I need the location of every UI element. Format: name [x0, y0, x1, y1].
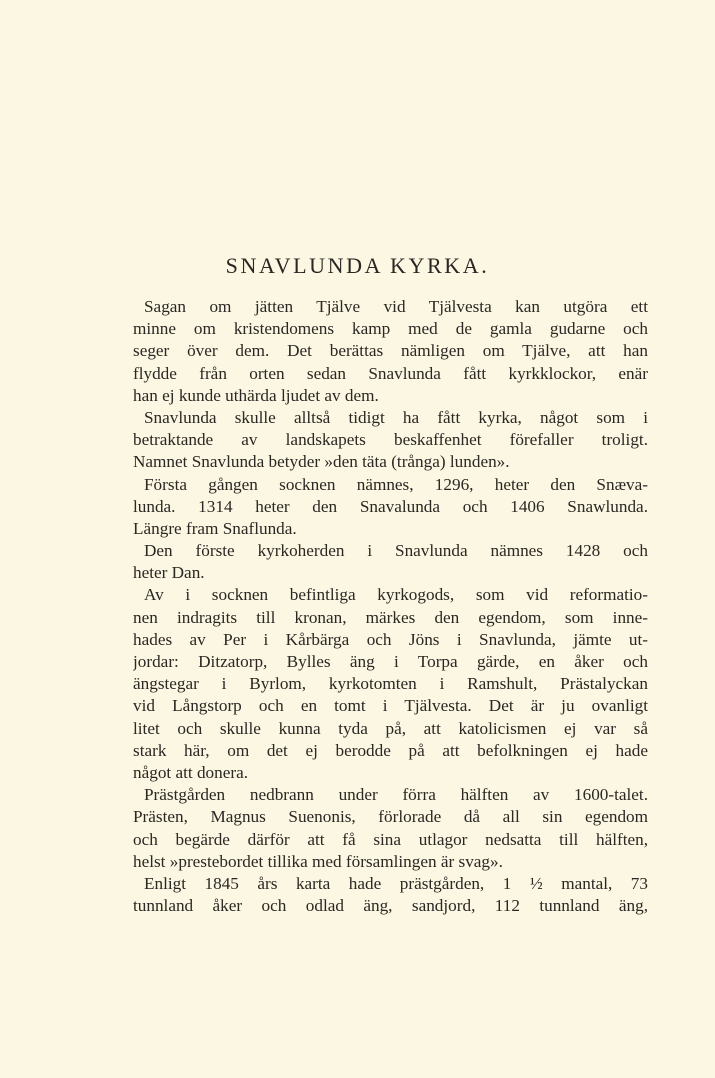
text-line: tunnland åker och odlad äng, sandjord, 112 tunnland äng, — [133, 896, 648, 916]
text-line: ängstegar i Byrlom, kyrkotomten i Ramshult, Prästalyckan — [133, 674, 648, 694]
text-line: Enligt 1845 års karta hade prästgården, 1 ½ mantal, 73 — [144, 873, 648, 893]
text-line: heter Dan. — [133, 563, 205, 583]
text-line: Första gången socknen nämnes, 1296, heter den Snæva- — [144, 474, 648, 494]
text-line: Snavlunda skulle alltså tidigt ha fått kyrka, något som i — [144, 407, 648, 427]
text-line: lunda. 1314 heter den Snavalunda och 1406 Snawlunda. — [133, 496, 648, 516]
text-line: han ej kunde uthärda ljudet av dem. — [133, 385, 379, 405]
text-line: jordar: Ditzatorp, Bylles äng i Torpa gärde, en åker och — [133, 652, 648, 671]
text-line: minne om kristendomens kamp med de gamla gudarne och — [133, 319, 648, 339]
text-line: flydde från orten sedan Snavlunda fått kyrkklockor, enär — [133, 363, 648, 383]
text-line: hades av Per i Kårbärga och Jöns i Snavlunda, jämte ut- — [133, 629, 648, 649]
text-line: något att donera. — [133, 762, 249, 782]
text-line: Sagan om jätten Tjälve vid Tjälvesta kan utgöra ett — [144, 297, 648, 316]
text-line: stark här, om det ej berodde på att befolkningen ej hade — [133, 740, 648, 760]
text-line: Namnet Snavlunda betyder »den täta (trånga) lunden». — [133, 452, 510, 472]
text-line: helst »prestebordet tillika med församlingen är svag». — [133, 851, 503, 871]
text-line: litet och skulle kunna tyda på, att katolicismen ej var så — [133, 718, 648, 738]
chapter-title: SNAVLUNDA KYRKA. — [225, 253, 490, 278]
text-line: nen indragits till kronan, märkes den egendom, som inne- — [133, 607, 648, 627]
text-line: Av i socknen befintliga kyrkogods, som vid reformatio- — [144, 585, 648, 605]
text-line: och begärde därför att få sina utlagor nedsatta till hälften, — [133, 829, 648, 849]
body-text — [133, 296, 648, 917]
text-line: Längre fram Snaflunda. — [133, 518, 297, 538]
text-line: vid Långstorp och en tomt i Tjälvesta. Det är ju ovanligt — [133, 696, 648, 716]
text-line: Prästgården nedbrann under förra hälften av 1600-talet. — [144, 785, 648, 805]
text-line: Prästen, Magnus Suenonis, förlorade då all sin egendom — [133, 807, 648, 827]
text-line: betraktande av landskapets beskaffenhet förefaller troligt. — [133, 430, 648, 450]
text-line: Den förste kyrkoherden i Snavlunda nämnes 1428 och — [144, 541, 648, 561]
text-line: seger över dem. Det berättas nämligen om Tjälve, att han — [133, 341, 648, 361]
